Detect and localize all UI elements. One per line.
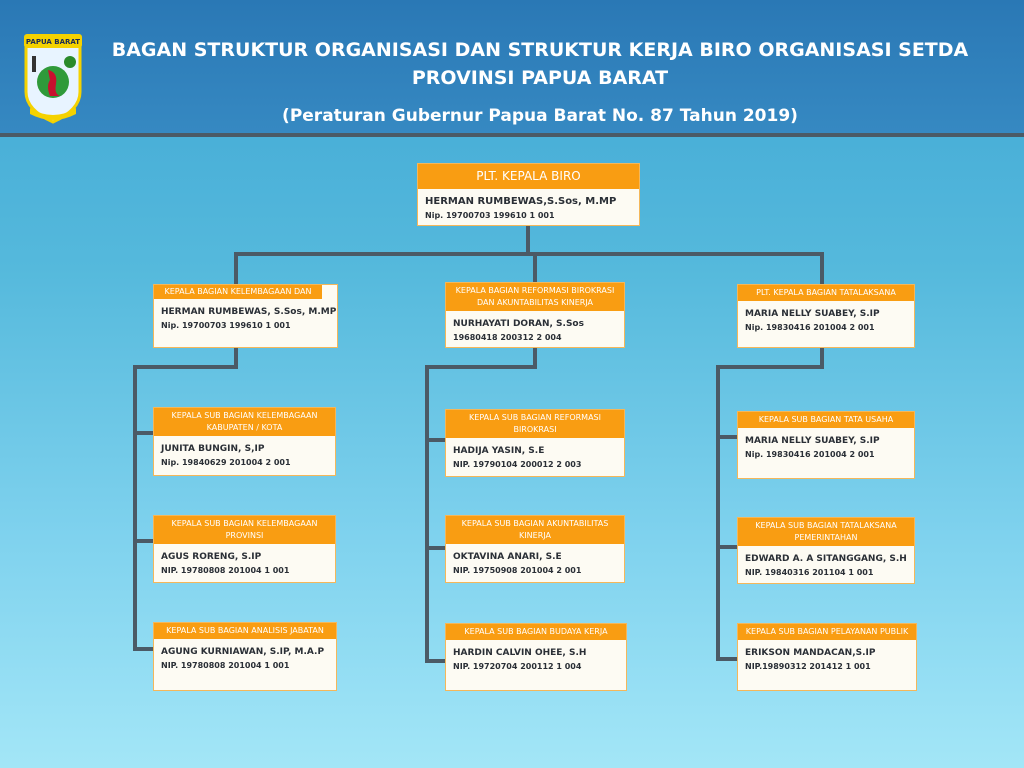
position-title: KEPALA BAGIAN KELEMBAGAAN DAN bbox=[154, 285, 322, 299]
org-box-sub-pelayanan-publik bbox=[737, 623, 917, 691]
connector-line bbox=[716, 365, 824, 369]
box-body bbox=[446, 544, 624, 584]
page-title-line1: BAGAN STRUKTUR ORGANISASI DAN STRUKTUR KERJA BIRO ORGANISASI SETDA bbox=[111, 39, 969, 61]
official-name: NURHAYATI DORAN, S.Sos bbox=[453, 319, 584, 329]
position-title: KEPALA SUB BAGIAN KELEMBAGAAN KABUPATEN / KOTA bbox=[154, 408, 335, 436]
position-title: KEPALA SUB BAGIAN PELAYANAN PUBLIK bbox=[738, 624, 916, 640]
org-box-sub-tata-usaha bbox=[737, 411, 915, 479]
official-nip: Nip. 19700703 199610 1 001 bbox=[425, 211, 555, 220]
official-name: MARIA NELLY SUABEY, S.IP bbox=[745, 436, 880, 446]
connector-line bbox=[716, 657, 737, 661]
official-name: MARIA NELLY SUABEY, S.IP bbox=[745, 309, 880, 319]
official-nip: NIP. 19750908 201004 2 001 bbox=[453, 566, 582, 575]
page-title-line2: PROVINSI PAPUA BARAT bbox=[411, 67, 669, 89]
org-box-sub-analisis-jabatan bbox=[153, 622, 337, 691]
papua-barat-emblem-icon bbox=[20, 30, 86, 126]
official-nip: Nip. 19830416 201004 2 001 bbox=[745, 323, 875, 332]
connector-line bbox=[425, 438, 445, 442]
page-subtitle: (Peraturan Gubernur Papua Barat No. 87 Tahun 2019) bbox=[282, 106, 798, 126]
org-box-sub-tatalaksana-pemerintahan bbox=[737, 517, 915, 584]
connector-line bbox=[133, 365, 137, 651]
official-name: ERIKSON MANDACAN,S.IP bbox=[745, 648, 876, 658]
org-box-sub-kelembagaan-provinsi bbox=[153, 515, 336, 583]
box-body bbox=[738, 640, 916, 680]
official-nip: NIP. 19840316 201104 1 001 bbox=[745, 568, 874, 577]
official-nip: Nip. 19840629 201004 2 001 bbox=[161, 458, 291, 467]
official-name: HERMAN RUMBEWAS,S.Sos, M.MP bbox=[425, 196, 617, 207]
org-box-sub-kelembagaan-kabkota bbox=[153, 407, 336, 476]
box-body bbox=[154, 299, 337, 339]
connector-line bbox=[533, 252, 537, 282]
box-body bbox=[446, 438, 624, 478]
org-box-sub-reformasi bbox=[445, 409, 625, 477]
connector-line bbox=[133, 539, 153, 543]
position-title: KEPALA SUB BAGIAN TATALAKSANA PEMERINTAHAN bbox=[738, 518, 914, 546]
box-body bbox=[418, 189, 639, 229]
org-box-bagian-kelembagaan bbox=[153, 284, 338, 348]
connector-line bbox=[133, 431, 153, 435]
org-box-bagian-tatalaksana bbox=[737, 284, 915, 348]
official-nip: Nip. 19830416 201004 2 001 bbox=[745, 450, 875, 459]
official-name: HERMAN RUMBEWAS, S.Sos, M.MP bbox=[161, 307, 337, 317]
position-title: KEPALA SUB BAGIAN BUDAYA KERJA bbox=[446, 624, 626, 640]
official-name: HADIJA YASIN, S.E bbox=[453, 446, 545, 456]
position-title: KEPALA SUB BAGIAN REFORMASI BIROKRASI bbox=[446, 410, 624, 438]
box-body bbox=[154, 436, 335, 476]
position-title: KEPALA BAGIAN REFORMASI BIROKRASI DAN AKUNTABILITAS KINERJA bbox=[446, 283, 624, 311]
connector-line bbox=[820, 252, 824, 284]
position-title: KEPALA SUB BAGIAN ANALISIS JABATAN bbox=[154, 623, 336, 639]
official-nip: Nip. 19700703 199610 1 001 bbox=[161, 321, 291, 330]
official-nip: NIP.19890312 201412 1 001 bbox=[745, 662, 871, 671]
official-name: EDWARD A. A SITANGGANG, S.H bbox=[745, 554, 907, 564]
official-name: AGUS RORENG, S.IP bbox=[161, 552, 262, 562]
connector-line bbox=[716, 365, 720, 661]
position-title: PLT. KEPALA BAGIAN TATALAKSANA bbox=[738, 285, 914, 301]
connector-line bbox=[716, 545, 737, 549]
svg-text:PAPUA BARAT: PAPUA BARAT bbox=[25, 38, 81, 46]
box-body bbox=[738, 428, 914, 468]
official-name: AGUNG KURNIAWAN, S.IP, M.A.P bbox=[161, 647, 325, 657]
official-nip: NIP. 19790104 200012 2 003 bbox=[453, 460, 582, 469]
box-body bbox=[446, 311, 624, 351]
connector-line bbox=[133, 365, 238, 369]
connector-line bbox=[425, 546, 445, 550]
official-nip: NIP. 19780808 201004 1 001 bbox=[161, 661, 290, 670]
box-body bbox=[154, 639, 336, 679]
box-body bbox=[154, 544, 335, 584]
position-title: PLT. KEPALA BIRO bbox=[418, 164, 639, 189]
official-name: JUNITA BUNGIN, S,IP bbox=[161, 444, 265, 454]
official-nip: NIP. 19720704 200112 1 004 bbox=[453, 662, 582, 671]
box-body bbox=[738, 301, 914, 341]
connector-line bbox=[425, 365, 537, 369]
org-box-bagian-reformasi bbox=[445, 282, 625, 348]
org-box-kepala-biro bbox=[417, 163, 640, 226]
official-nip: NIP. 19780808 201004 1 001 bbox=[161, 566, 290, 575]
position-title: KEPALA SUB BAGIAN KELEMBAGAAN PROVINSI bbox=[154, 516, 335, 544]
org-box-sub-budaya-kerja bbox=[445, 623, 627, 691]
connector-line bbox=[133, 647, 153, 651]
position-title: KEPALA SUB BAGIAN TATA USAHA bbox=[738, 412, 914, 428]
connector-line bbox=[234, 252, 238, 284]
box-body bbox=[446, 640, 626, 680]
org-box-sub-akuntabilitas bbox=[445, 515, 625, 583]
connector-line bbox=[425, 365, 429, 663]
box-body bbox=[738, 546, 914, 586]
position-title: KEPALA SUB BAGIAN AKUNTABILITAS KINERJA bbox=[446, 516, 624, 544]
connector-line bbox=[425, 659, 445, 663]
connector-line bbox=[234, 252, 824, 256]
official-name: OKTAVINA ANARI, S.E bbox=[453, 552, 562, 562]
official-name: HARDIN CALVIN OHEE, S.H bbox=[453, 648, 587, 658]
connector-line bbox=[716, 435, 737, 439]
header-divider bbox=[0, 133, 1024, 137]
official-nip: 19680418 200312 2 004 bbox=[453, 333, 562, 342]
